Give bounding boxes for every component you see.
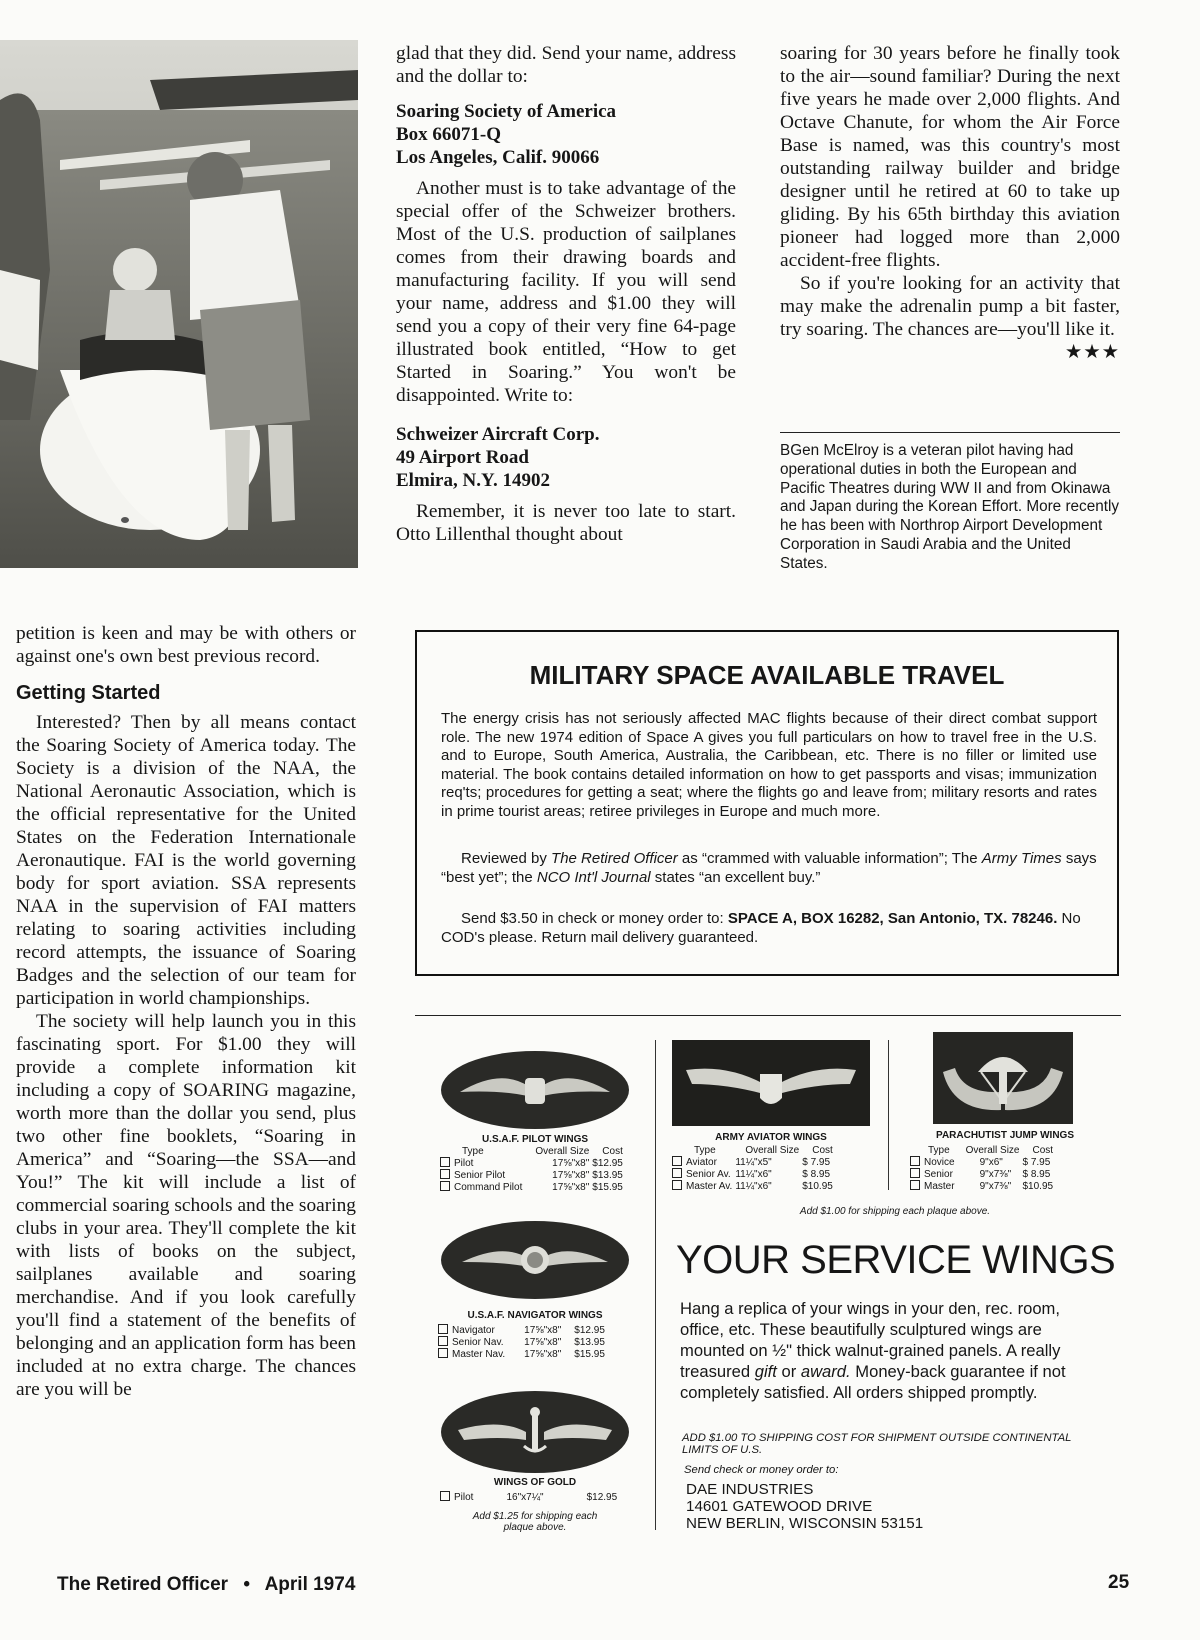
wing-size: 17⅝"x8" [524,1336,562,1348]
wings-ad-divider-1 [655,1040,656,1530]
parachutist-wings-price-table [910,1145,1056,1192]
desc-or: or [776,1362,801,1381]
glider-photo [0,40,358,568]
column-2 [396,42,736,546]
col2-paragraph-2: Remember, it is never too late to start. Otto Lillenthal thought about [396,501,736,545]
col2-paragraph-0: glad that they did. Send your name, address and the dollar to: [396,43,736,87]
order-checkbox[interactable] [440,1181,450,1191]
wing-cost: $15.95 [574,1348,605,1360]
outside-us-note: ADD $1.00 TO SHIPPING COST FOR SHIPMENT OUTSIDE CONTINENTAL LIMITS OF U.S. [682,1432,1072,1456]
army-header-cost: Cost [812,1145,833,1156]
pilot-header-type: Type [462,1146,484,1157]
col3-paragraph-2 [780,272,1120,363]
gold-wings-name: WINGS OF GOLD [493,1477,577,1488]
order-checkbox[interactable] [438,1324,448,1334]
dae-address-line-1: DAE INDUSTRIES [686,1481,814,1498]
wing-cost: $12.95 [574,1324,605,1336]
pilot-header-size: Overall Size [535,1146,590,1157]
wing-cost: $ 7.95 [802,1156,831,1168]
wings-ad-divider-2 [888,1040,889,1190]
military-travel-paragraph-2 [441,850,1097,887]
ssa-address-line-3: Los Angeles, Calif. 90066 [396,147,600,168]
desc-e: Money-back guarantee if not completely satisfied. All orders shipped promptly. [680,1362,1066,1402]
wing-type: Master Av. [686,1181,733,1192]
order-text-a: Send $3.50 in check or money order to: [461,910,728,927]
publication-name: The Retired Officer [57,1574,229,1595]
army-header-size: Overall Size [745,1145,800,1156]
pilot-wings-price-table [440,1146,626,1193]
wing-type: Command Pilot [454,1182,523,1193]
navigator-wings-price-table [438,1324,608,1360]
army-wings-image [672,1040,870,1126]
wing-type: Senior Nav. [452,1337,504,1348]
wing-size: 17⅝"x8" [552,1181,590,1193]
wing-cost: $10.95 [1022,1180,1054,1192]
price-row [440,1169,626,1181]
parachutist-wings-name: PARACHUTIST JUMP WINGS [936,1130,1074,1141]
order-checkbox[interactable] [438,1336,448,1346]
military-travel-title: MILITARY SPACE AVAILABLE TRAVEL [529,660,1005,690]
wing-type: Navigator [452,1325,495,1336]
review-text-e: says “best yet”; the [441,850,1097,886]
ssa-address [396,100,736,169]
dae-address-line-3: NEW BERLIN, WISCONSIN 53151 [686,1515,924,1532]
col2-paragraph-1: Another must is to take advantage of the special offer of the Schweizer brothers. Most of the U.S. production of sailplanes comes from their drawing boards and manufacturing facility. If you will send your name, address and $1.00 they will send you a copy of their very fine 64-page illustrated book entitled, “How to get Started in Soaring.” You won't be disappointed. Write to: [396,178,736,406]
wing-cost: $ 7.95 [1022,1156,1051,1168]
order-checkbox[interactable] [440,1491,450,1501]
service-wings-headline: YOUR SERVICE WINGS [676,1238,1116,1282]
bio-divider [780,432,1120,433]
wing-size: 11¼"x6" [735,1180,772,1192]
price-row [438,1348,608,1360]
desc-gift: gift [754,1362,777,1381]
price-row [910,1156,1056,1168]
pilot-header-cost: Cost [602,1146,623,1157]
wing-type: Aviator [686,1157,717,1168]
army-header-type: Type [694,1145,716,1156]
column-1 [16,622,356,1401]
order-address: SPACE A, BOX 16282, San Antonio, TX. 78246. [727,910,1058,927]
price-row [440,1491,620,1503]
wing-type: Pilot [454,1158,474,1169]
wing-type: Master [924,1181,955,1192]
gold-wings-price-table [440,1491,620,1503]
order-checkbox[interactable] [910,1156,920,1166]
order-checkbox[interactable] [910,1180,920,1190]
dae-address-line-2: 14601 GATEWOOD DRIVE [686,1498,873,1515]
wing-cost: $ 8.95 [802,1168,831,1180]
wing-size: 11¼"x6" [735,1168,772,1180]
issue-date: April 1974 [264,1574,356,1595]
send-check-note: Send check or money order to: [684,1464,839,1476]
para-header-cost: Cost [1032,1145,1054,1156]
wing-size: 9"x7⅜" [979,1180,1012,1192]
service-wings-description [680,1298,1100,1403]
gold-shipping-note: Add $1.25 for shipping each plaque above. [472,1511,598,1533]
wing-type: Senior Pilot [454,1170,506,1181]
army-wings-name: ARMY AVIATOR WINGS [715,1132,827,1143]
wing-cost: $15.95 [592,1181,623,1193]
footer-publication [57,1574,355,1596]
col3-paragraph-2-text: So if you're looking for an activity that may make the adrenalin pump a bit faster, try soaring. The chances are—you'll like it. [780,273,1120,340]
parachutist-wings-image [933,1032,1073,1124]
price-row [910,1168,1056,1180]
price-row [440,1157,626,1169]
price-row [440,1181,626,1193]
footer-bullet: • [243,1574,250,1595]
review-source-3: NCO Int'l Journal [536,868,651,886]
wing-size: 17⅝"x8" [524,1324,562,1336]
column-3 [780,42,1120,364]
order-checkbox[interactable] [440,1169,450,1179]
wing-cost: $10.95 [802,1180,833,1192]
navigator-wings-name: U.S.A.F. NAVIGATOR WINGS [467,1310,603,1321]
wing-type: Pilot [454,1492,474,1503]
wing-size: 11¼"x5" [735,1156,772,1168]
price-row [672,1180,836,1192]
ssa-address-line-1: Soaring Society of America [396,101,617,122]
wing-cost: $13.95 [574,1336,605,1348]
glider-photo-image [0,40,358,568]
page-number: 25 [1108,1572,1130,1593]
price-row [438,1324,608,1336]
para-header-size: Overall Size [965,1145,1020,1156]
pilot-wings-name: U.S.A.F. PILOT WINGS [481,1134,589,1145]
pilot-wings-image [440,1050,630,1130]
order-checkbox[interactable] [440,1157,450,1167]
military-travel-ad [415,630,1119,976]
wing-size: 16"x7¼" [506,1491,544,1503]
review-text-g: states “an excellent buy.” [650,868,821,886]
military-travel-paragraph-3 [441,910,1097,947]
schweizer-address [396,423,736,492]
price-row [910,1180,1056,1192]
wing-size: 9"x7⅜" [979,1168,1012,1180]
col1-paragraph-1: Interested? Then by all means contact the Soaring Society of America today. The Society is a division of the NAA, the National Aeronautic Association, which is the official representative for the United States on the Federation Internationale Aeronautique. FAI is the world governing body for sport aviation. SSA represents NAA in the supervision of FAI matters relating to soaring activities including record attempts, the issuance of Soaring Badges and the selection of our team for participation in world championships. [16,712,356,1009]
price-row [438,1336,608,1348]
wing-size: 17⅝"x8" [524,1348,562,1360]
wing-size: 17⅝"x8" [552,1157,590,1169]
wing-cost: $ 8.95 [1022,1168,1051,1180]
order-checkbox[interactable] [910,1168,920,1178]
wing-type: Master Nav. [452,1349,506,1360]
review-source-1: The Retired Officer [551,850,678,867]
desc-a: Hang a replica of your wings in your den, rec. room, office, etc. These beautifully sculptured wings are mounted on ½" thick walnut-grained panels. A really treasured [680,1299,1061,1381]
col3-paragraph-1: soaring for 30 years before he finally took to the air—sound familiar? During the next five years he made over 2,000 flights. And Octave Chanute, for whom the Air Force Base is named, was this country's most outstanding railway builder and bridge designer until he retired at 60 to take up gliding. By his 65th birthday this aviation pioneer had logged more than 2,000 accident-free flights. [780,43,1120,271]
dae-address [686,1481,923,1532]
schweizer-address-line-1: Schweizer Aircraft Corp. [396,424,600,445]
order-checkbox[interactable] [438,1348,448,1358]
order-checkbox[interactable] [672,1168,682,1178]
wing-cost: $12.95 [592,1157,623,1169]
desc-award: award. [800,1362,851,1381]
wing-size: 9"x6" [979,1156,1003,1168]
schweizer-address-line-2: 49 Airport Road [396,447,529,468]
price-row [672,1168,836,1180]
wing-cost: $13.95 [592,1169,623,1181]
military-travel-paragraph-1: The energy crisis has not seriously affected MAC flights because of their direct combat support role. The new 1974 edition of Space A gives you full particulars on how to travel free in the U.S. and to Europe, South America, Australia, the Caribbean, etc. There is no filler or limited use material. The book contains detailed information on how to get passports and visas; immunization req'ts; procedures for getting a seat; where the flights go and leave from; military resorts and rates in prime tourist areas; retiree privileges in Europe and much more. [441,710,1097,820]
navigator-wings-image [440,1220,630,1300]
end-stars: ★★★ [1064,342,1120,363]
wing-size: 17⅝"x8" [552,1169,590,1181]
ssa-address-line-2: Box 66071-Q [396,124,502,145]
price-row [672,1156,836,1168]
schweizer-address-line-3: Elmira, N.Y. 14902 [396,470,550,491]
getting-started-heading: Getting Started [16,682,161,704]
col1-paragraph-2: The society will help launch you in this fascinating sport. For $1.00 they will provide a complete information kit including a copy of SOARING magazine, worth more than the dollar you send, plus two other fine booklets, “Soaring in America” and “Soaring—the SSA—and You!” The kit will include a list of commercial soaring schools and the soaring clubs in your area. They'll complete the kit with lists of books on the subject, sailplanes available and soaring merchandise. And if you look carefully you'll find a statement of the benefits of belonging and an application form has been included at no extra charge. The chances are you will be [16,1011,356,1400]
order-text-c: No COD's please. Return mail delivery guaranteed. [441,910,1081,946]
para-header-type: Type [928,1145,950,1156]
wing-type: Novice [924,1157,955,1168]
wings-ad-top-rule [415,1015,1121,1016]
review-text-a: Reviewed by [461,850,552,867]
order-checkbox[interactable] [672,1180,682,1190]
wing-type: Senior [924,1169,953,1180]
army-wings-price-table [672,1145,836,1192]
review-text-c: as “crammed with valuable information”; The [677,850,982,867]
wing-cost: $12.95 [586,1491,618,1503]
gold-wings-image [440,1390,630,1474]
col1-top-paragraph: petition is keen and may be with others or against one's own best previous record. [16,623,356,667]
wing-type: Senior Av. [686,1169,731,1180]
author-bio: BGen McElroy is a veteran pilot having had operational duties in both the European and Pacific Theatres during WW II and from Okinawa and Japan during the Korean Effort. More recently he has been with Northrop Airport Development Corporation in Saudi Arabia and the United States. [780,442,1120,572]
order-checkbox[interactable] [672,1156,682,1166]
shipping-note: Add $1.00 for shipping each plaque above. [799,1206,991,1217]
review-source-2: Army Times [981,850,1062,867]
